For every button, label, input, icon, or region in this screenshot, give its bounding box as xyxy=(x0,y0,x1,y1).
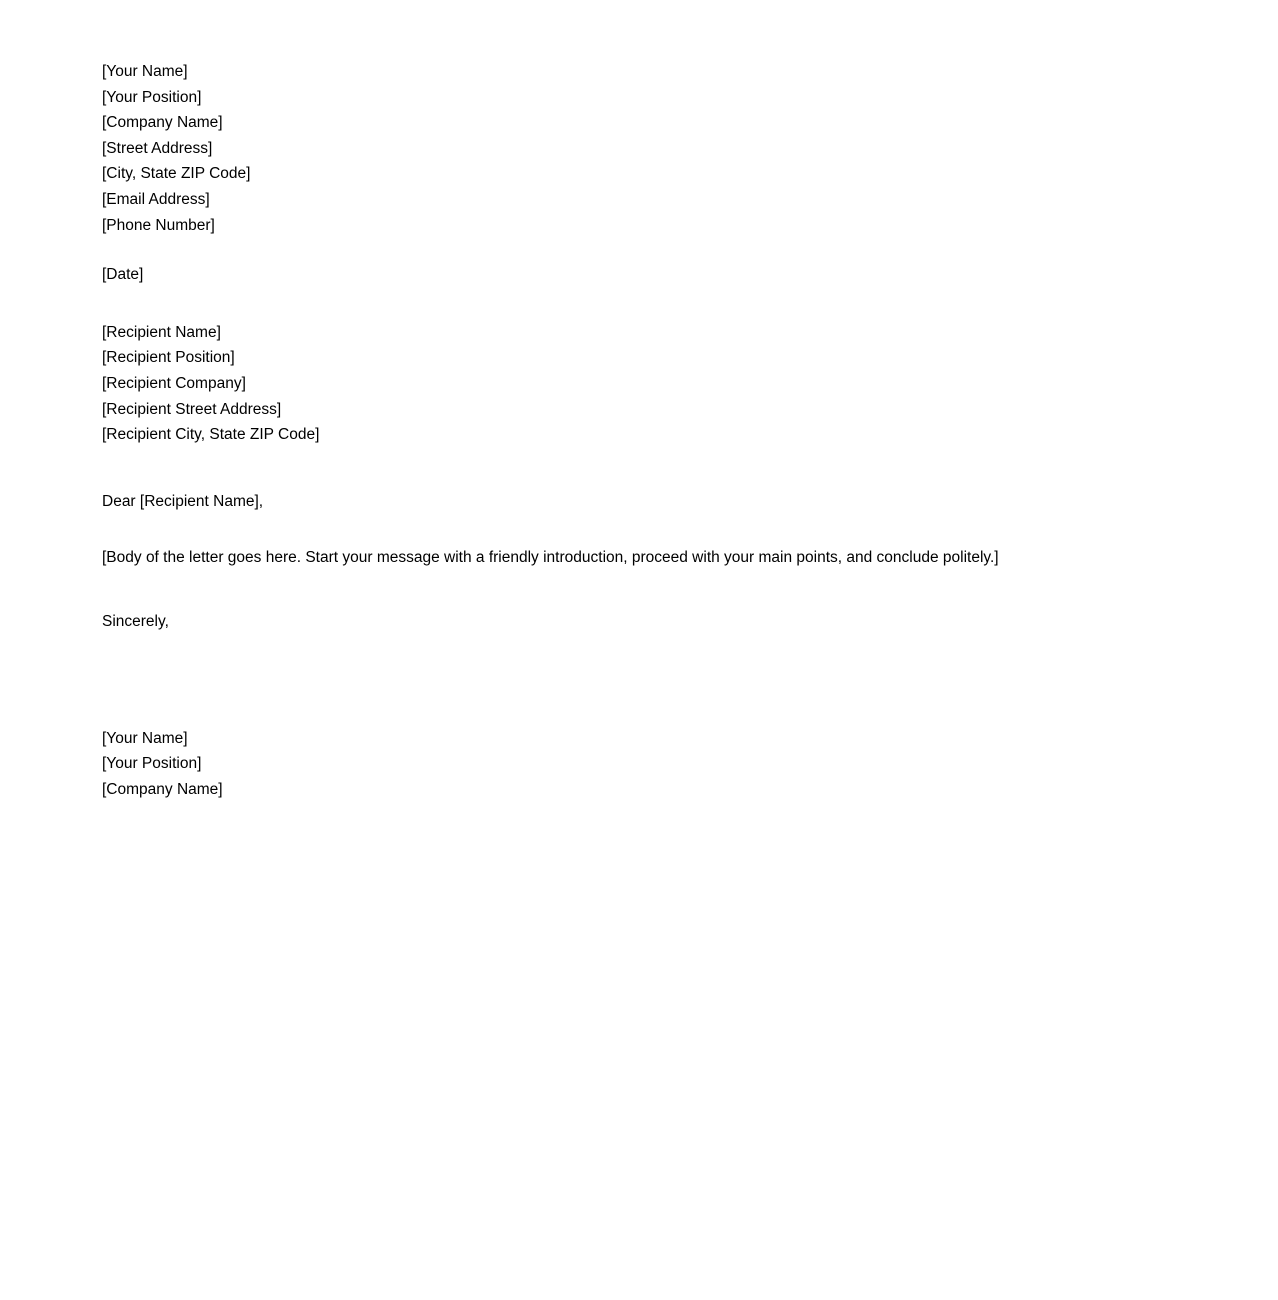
sender-email-line: [Email Address] xyxy=(102,190,210,208)
closing-block xyxy=(102,609,1178,635)
signature-company-line: [Company Name] xyxy=(102,780,223,798)
sender-position-line: [Your Position] xyxy=(102,88,202,106)
sender-name-line: [Your Name] xyxy=(102,63,188,80)
recipient-street-line: [Recipient Street Address] xyxy=(102,400,282,418)
letter-body-paragraph: [Body of the letter goes here. Start your message with a friendly introduction, proceed with your main points, and conclude politely.] xyxy=(102,549,999,567)
sender-company-line: [Company Name] xyxy=(102,114,223,132)
date-line: [Date] xyxy=(102,266,144,284)
recipient-name-line: [Recipient Name] xyxy=(102,323,221,341)
salutation-block xyxy=(102,489,1178,515)
salutation-line: Dear [Recipient Name], xyxy=(102,492,264,510)
sender-street-line: [Street Address] xyxy=(102,139,213,157)
recipient-position-line: [Recipient Position] xyxy=(102,349,235,367)
signature-name-line: [Your Name] xyxy=(102,729,188,747)
recipient-company-line: [Recipient Company] xyxy=(102,374,246,392)
signature-position-line: [Your Position] xyxy=(102,755,202,773)
recipient-address-block xyxy=(102,320,1178,448)
recipient-city-line: [Recipient City, State ZIP Code] xyxy=(102,426,320,444)
date-block xyxy=(102,262,1178,288)
sender-address-block xyxy=(102,59,1178,238)
signature-block xyxy=(102,726,1178,803)
sender-city-line: [City, State ZIP Code] xyxy=(102,165,251,183)
letter-body-block xyxy=(102,545,1178,571)
sender-phone-line: [Phone Number] xyxy=(102,216,215,234)
closing-line: Sincerely, xyxy=(102,612,169,630)
